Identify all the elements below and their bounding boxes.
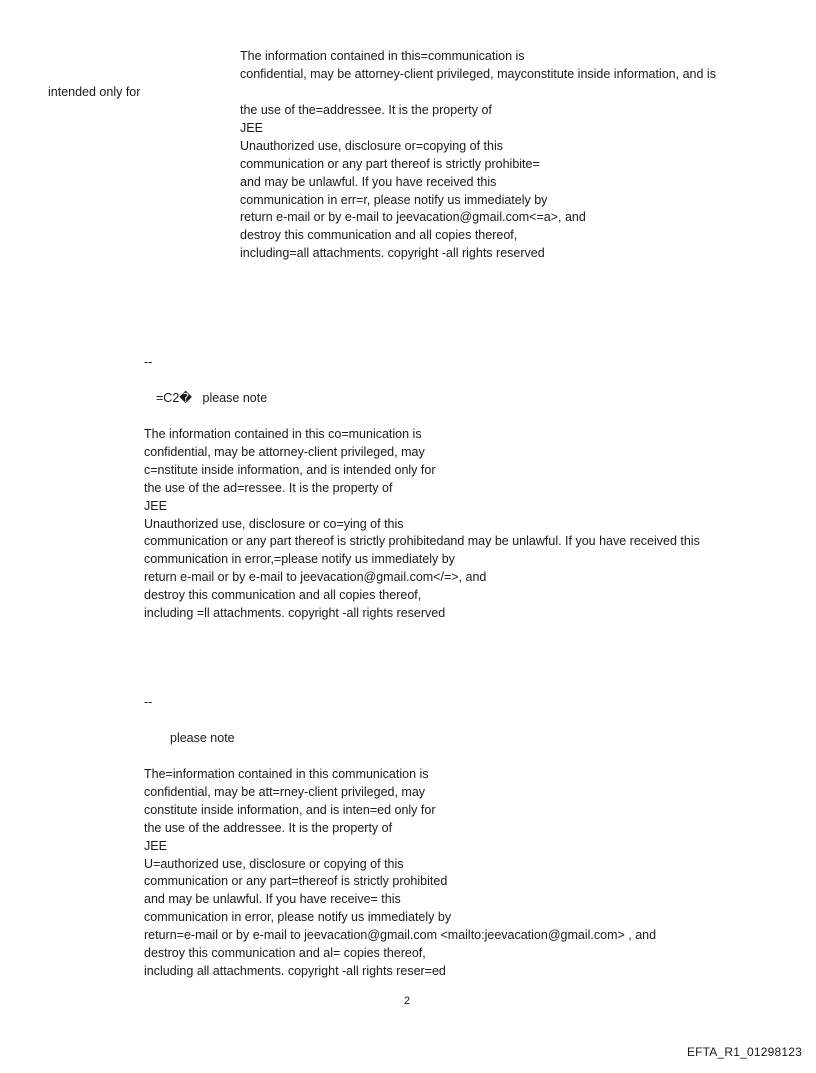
disclaimer-block-1a [240,48,716,84]
text-line: return=e-mail or by e-mail to jeevacation@gmail.com <mailto:jeevacation@gmail.com> , and [144,928,657,943]
page-number: 2 [404,995,411,1007]
text-line: JEE [144,838,167,853]
text-line: the use of the=addressee. It is the property of [240,103,492,117]
disclaimer-block-3 [144,766,656,981]
text-line: confidential, may be attorney-client privileged, may [144,444,425,459]
text-line: the use of the addressee. It is the property of [144,820,393,835]
text-line: JEE [240,120,263,135]
note-heading: please note [170,731,235,745]
text-line: U=authorized use, disclosure or copying of this [144,856,404,871]
text-line: c=nstitute inside information, and is intended only for [144,462,436,477]
text-line: including =ll attachments. copyright -all rights reserved [144,606,446,621]
text-line: JEE [144,498,167,513]
text-line: communication in error,=please notify us immediately by [144,552,455,567]
text-line: communication or any part thereof is strictly prohibite= [240,156,540,171]
text-line: communication in err=r, please notify us immediately by [240,192,548,207]
text-line: return e-mail or by e-mail to jeevacation@gmail.com</=>, and [144,570,487,585]
text-line: Unauthorized use, disclosure or co=ying of this [144,516,404,531]
text-line: including all attachments. copyright -all rights reser=ed [144,963,446,978]
text-line: destroy this communication and all copies thereof, [240,228,518,243]
text-line: confidential, may be attorney-client privileged, mayconstitute inside information, and is [240,66,716,81]
text-line: Unauthorized use, disclosure or=copying of this [240,138,503,153]
text-line: communication or any part=thereof is strictly prohibited [144,874,448,889]
wrapped-fragment: intended only for [48,85,141,99]
text-line: communication in error, please notify us immediately by [144,910,452,925]
separator: -- [144,695,153,709]
text-line: the use of the ad=ressee. It is the property of [144,480,393,495]
text-line: The information contained in this=communication is [240,49,525,63]
text-line: destroy this communication and all copies thereof, [144,588,422,603]
document-id: EFTA_R1_01298123 [686,1045,802,1059]
text-line: return e-mail or by e-mail to jeevacation@gmail.com<=a>, and [240,210,586,225]
disclaimer-block-1b [240,102,586,263]
note-heading: =C2� please note [156,391,268,405]
text-line: and may be unlawful. If you have receive= this [144,892,401,907]
text-line: including=all attachments. copyright -all rights reserved [240,246,545,261]
separator: -- [144,355,153,369]
text-line: destroy this communication and al= copies thereof, [144,946,426,961]
text-line: and may be unlawful. If you have received this [240,174,497,189]
text-line: The=information contained in this communication is [144,767,429,781]
disclaimer-block-2 [144,426,700,623]
text-line: constitute inside information, and is inten=ed only for [144,802,436,817]
text-line: The information contained in this co=munication is [144,427,422,441]
text-line: communication or any part thereof is strictly prohibitedand may be unlawful. If you have received this [144,534,700,549]
text-line: confidential, may be att=rney-client privileged, may [144,784,426,799]
